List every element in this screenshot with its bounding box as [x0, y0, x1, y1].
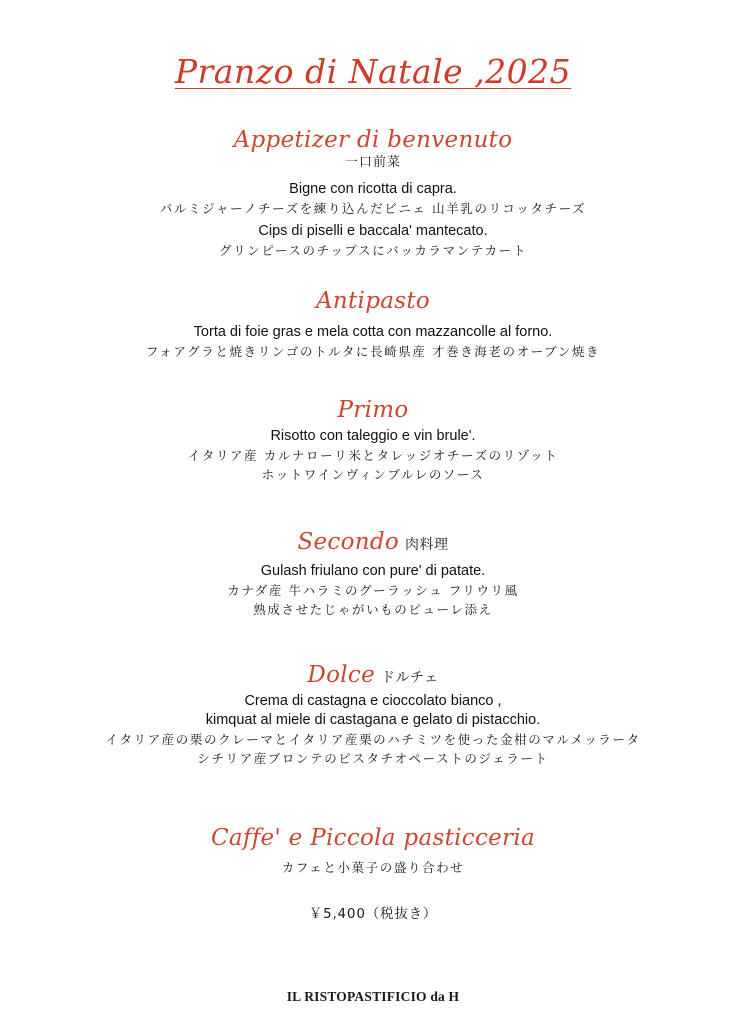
appetizer-subheading: 一口前菜	[344, 155, 401, 170]
dolce-it-1: Crema di castagna e cioccolato bianco ,	[244, 693, 502, 709]
primo-heading: Primo	[337, 397, 409, 423]
secondo-heading-it: Secondo	[297, 529, 400, 555]
primo-it: Risotto con taleggio e vin brule'.	[270, 428, 476, 444]
section-appetizer	[0, 126, 746, 260]
menu-price: ￥5,400（税抜き）	[308, 906, 438, 922]
antipasto-heading: Antipasto	[315, 288, 431, 314]
antipasto-jp: フォアグラと焼きリンゴのトルタに長崎県産 才巻き海老のオーブン焼き	[145, 344, 601, 359]
caffe-heading: Caffe' e Piccola pasticceria	[211, 825, 535, 851]
dolce-it-2: kimquat al miele di castagana e gelato di pistacchio.	[205, 712, 541, 728]
appetizer-item-2-it: Cips di piselli e baccala' mantecato.	[258, 223, 488, 239]
secondo-heading-jp: 肉料理	[405, 537, 449, 553]
dolce-jp-2: シチリア産ブロンテのピスタチオペーストのジェラート	[197, 751, 549, 766]
appetizer-heading: Appetizer di benvenuto	[233, 127, 513, 153]
secondo-heading	[0, 528, 746, 559]
appetizer-item-1-jp: パルミジャーノチーズを練り込んだビニェ 山羊乳のリコッタチーズ	[159, 201, 587, 216]
section-secondo	[0, 528, 746, 619]
appetizer-item-1-it: Bigne con ricotta di capra.	[289, 181, 457, 197]
dolce-heading-it: Dolce	[307, 662, 376, 688]
dolce-heading	[0, 661, 746, 692]
primo-jp-1: イタリア産 カルナローリ米とタレッジオチーズのリゾット	[187, 448, 559, 463]
secondo-jp-1: カナダ産 牛ハラミのグーラッシュ フリウリ風	[227, 583, 519, 598]
section-antipasto	[0, 287, 746, 361]
section-caffe	[0, 824, 746, 877]
appetizer-item-2-jp: グリンピースのチップスにバッカラマンテカート	[219, 243, 527, 258]
restaurant-name: IL RISTOPASTIFICIO da H	[286, 989, 460, 1004]
section-primo	[0, 396, 746, 484]
section-dolce	[0, 661, 746, 768]
dolce-heading-jp: ドルチェ	[381, 670, 439, 686]
secondo-it: Gulash friulano con pure' di patate.	[260, 563, 486, 579]
menu-title: Pranzo di Natale ,2025	[174, 52, 572, 91]
dolce-jp-1: イタリア産の栗のクレーマとイタリア産栗のハチミツを使った金柑のマルメッラータ	[105, 732, 641, 747]
secondo-jp-2: 熟成させたじゃがいものピューレ添え	[253, 602, 493, 617]
primo-jp-2: ホットワインヴィンブルレのソース	[261, 467, 485, 482]
antipasto-it: Torta di foie gras e mela cotta con mazzancolle al forno.	[193, 324, 553, 340]
caffe-jp: カフェと小菓子の盛り合わせ	[281, 860, 465, 875]
